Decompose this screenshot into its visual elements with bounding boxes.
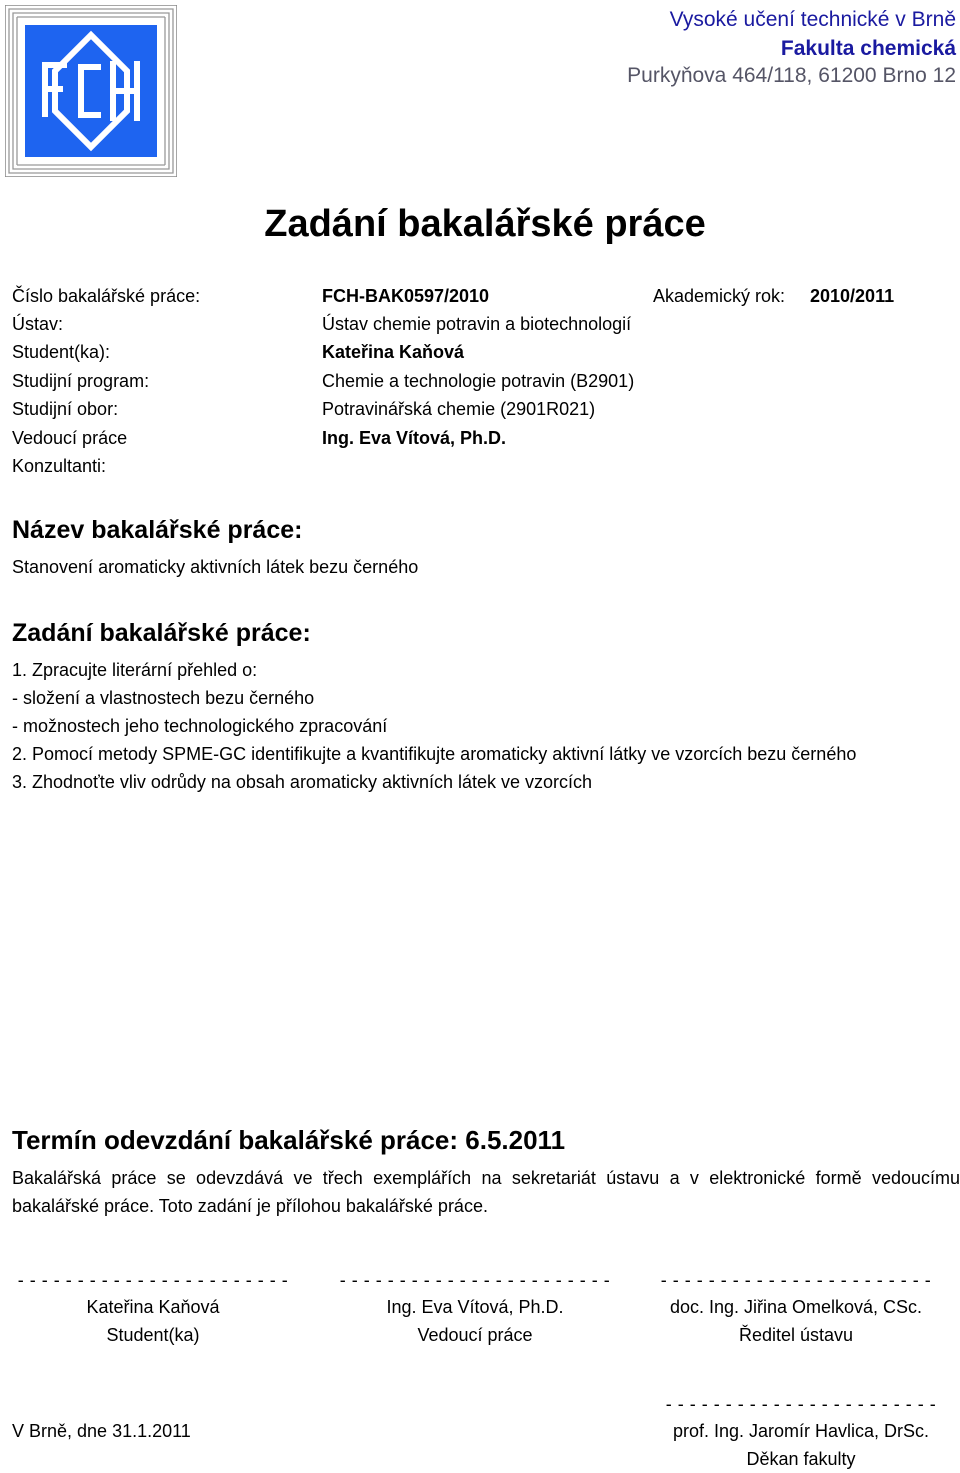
- signature-student-name: Kateřina Kaňová: [86, 1297, 220, 1317]
- thesis-name-text: Stanovení aromaticky aktivních látek bezu černého: [12, 557, 419, 577]
- assignment-line: - složení a vlastnostech bezu černého: [12, 688, 315, 708]
- signature-line-director: - - - - - - - - - - - - - - - - - - - - - - -: [660, 1270, 932, 1290]
- signature-supervisor-role: Vedoucí práce: [417, 1325, 533, 1345]
- signature-line-supervisor: - - - - - - - - - - - - - - - - - - - - - - -: [339, 1270, 611, 1290]
- university-name: Vysoké učení technické v Brně: [669, 8, 956, 31]
- signature-dean-role: Děkan fakulty: [746, 1449, 856, 1469]
- student-value: Kateřina Kaňová: [322, 342, 465, 362]
- document-title: Zadání bakalářské práce: [264, 203, 706, 245]
- signature-line-student: - - - - - - - - - - - - - - - - - - - - - - -: [17, 1270, 289, 1290]
- faculty-name: Fakulta chemická: [780, 37, 956, 60]
- signature-dean-name: prof. Ing. Jaromír Havlica, DrSc.: [672, 1421, 930, 1441]
- student-label: Student(ka):: [12, 342, 111, 362]
- supervisor-value: Ing. Eva Vítová, Ph.D.: [322, 428, 507, 448]
- institute-label: Ústav:: [12, 314, 64, 334]
- study-program-label: Studijní program:: [12, 371, 150, 391]
- signature-director-name: doc. Ing. Jiřina Omelková, CSc.: [669, 1297, 923, 1317]
- signature-supervisor-name: Ing. Eva Vítová, Ph.D.: [386, 1297, 564, 1317]
- study-field-label: Studijní obor:: [12, 399, 119, 419]
- supervisor-label: Vedoucí práce: [12, 428, 128, 448]
- assignment-line: 2. Pomocí metody SPME-GC identifikujte a kvantifikujte aromaticky aktivní látky ve vzorcích bezu černého: [12, 744, 857, 764]
- thesis-number-label: Číslo bakalářské práce:: [12, 286, 201, 306]
- study-program-value: Chemie a technologie potravin (B2901): [322, 371, 635, 391]
- assignment-line: - možnostech jeho technologického zpracování: [12, 716, 388, 736]
- signature-student-role: Student(ka): [106, 1325, 200, 1345]
- study-field-value: Potravinářská chemie (2901R021): [322, 399, 596, 419]
- signature-director-role: Ředitel ústavu: [738, 1325, 854, 1345]
- submission-note: Bakalářská práce se odevzdává ve třech exemplářích na sekretariát ústavu a v elektronické formě vedoucímu bakalářské práce. Toto zadání je přílohou bakalářské práce.: [12, 1168, 960, 1216]
- assignment-heading: Zadání bakalářské práce:: [12, 619, 311, 647]
- faculty-address: Purkyňova 464/118, 61200 Brno 12: [627, 64, 956, 87]
- faculty-logo: [5, 5, 177, 177]
- institute-value: Ústav chemie potravin a biotechnologií: [322, 314, 632, 334]
- assignment-line: 1. Zpracujte literární přehled o:: [12, 660, 258, 680]
- deadline-heading: Termín odevzdání bakalářské práce: 6.5.2011: [12, 1125, 566, 1155]
- thesis-name-heading: Název bakalářské práce:: [12, 516, 303, 544]
- academic-year-label: Akademický rok:: [653, 286, 786, 306]
- signature-line-dean: - - - - - - - - - - - - - - - - - - - - - - -: [665, 1394, 937, 1414]
- assignment-line: 3. Zhodnoťte vliv odrůdy na obsah aromaticky aktivních látek ve vzorcích: [12, 772, 593, 792]
- consultants-label: Konzultanti:: [12, 456, 107, 476]
- place-and-date: V Brně, dne 31.1.2011: [12, 1421, 191, 1441]
- academic-year-value: 2010/2011: [810, 286, 895, 306]
- thesis-number-value: FCH-BAK0597/2010: [322, 286, 490, 306]
